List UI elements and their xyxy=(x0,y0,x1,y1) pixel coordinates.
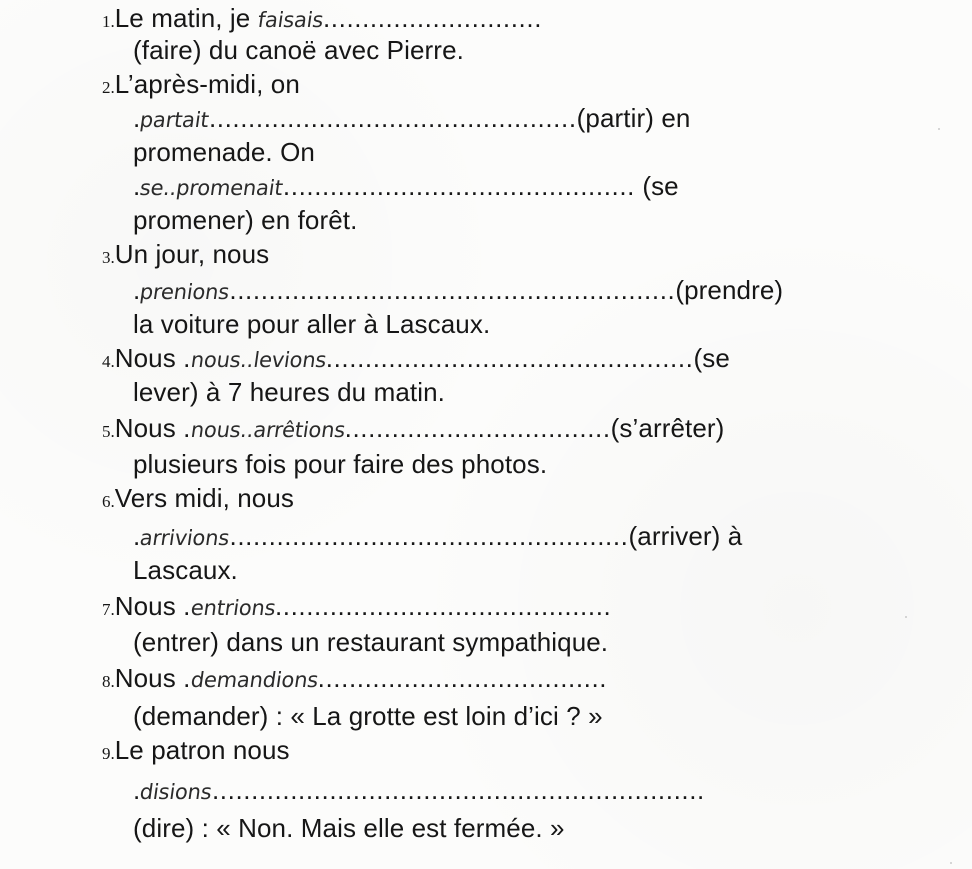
prompt-text: . xyxy=(133,521,141,551)
item-number: 1. xyxy=(102,12,115,31)
prompt-text: Lascaux. xyxy=(133,555,238,585)
item-5-line-2 xyxy=(133,448,547,480)
verb-hint: (arriver) à xyxy=(628,521,743,551)
item-number: 5. xyxy=(102,422,115,441)
answer-dots: ............................ xyxy=(322,3,543,33)
item-5-line-1 xyxy=(102,412,724,448)
item-3-line-3 xyxy=(133,308,490,340)
item-4-line-2 xyxy=(133,376,445,408)
item-number: 2. xyxy=(102,78,115,97)
item-number: 6. xyxy=(102,492,115,511)
item-2-line-1 xyxy=(102,68,300,104)
item-9-line-3 xyxy=(133,812,565,844)
prompt-text: Nous . xyxy=(114,343,191,373)
item-9-line-2 xyxy=(133,774,705,808)
item-6-line-2 xyxy=(133,520,742,554)
verb-hint: (s’arrêter) xyxy=(610,413,725,443)
prompt-text: Le matin, je xyxy=(114,3,258,33)
handwritten-answer: entrions xyxy=(188,596,277,620)
prompt-text: Vers midi, nous xyxy=(114,483,294,513)
prompt-text: la voiture pour aller à Lascaux. xyxy=(133,309,491,339)
item-7-line-1 xyxy=(102,590,611,626)
verb-hint: (se xyxy=(693,343,730,373)
prompt-text: . xyxy=(133,171,141,201)
answer-dots: ............................................. xyxy=(282,171,635,201)
handwritten-answer: disions xyxy=(138,780,214,804)
prompt-text: (faire) du canoë avec Pierre. xyxy=(133,35,464,65)
prompt-text: promener) en forêt. xyxy=(133,205,358,235)
answer-dots: ................................................... xyxy=(229,521,629,551)
prompt-text: Nous . xyxy=(114,663,191,693)
handwritten-answer: nous..arrêtions xyxy=(188,418,347,442)
item-3-line-1 xyxy=(102,238,269,274)
item-1-line-1 xyxy=(102,2,542,38)
verb-hint: (prendre) xyxy=(675,275,784,305)
prompt-text: (dire) : « Non. Mais elle est fermée. » xyxy=(133,813,565,843)
scan-speck xyxy=(950,862,952,864)
item-1-line-2 xyxy=(133,34,464,66)
answer-dots: ..................................... xyxy=(317,663,608,693)
scan-speck xyxy=(938,128,940,130)
item-6-line-3 xyxy=(133,554,238,586)
prompt-text: Le patron nous xyxy=(114,735,290,765)
prompt-text: Nous . xyxy=(114,591,191,621)
item-number: 4. xyxy=(102,352,115,371)
prompt-text: . xyxy=(133,275,141,305)
handwritten-answer: se..promenait xyxy=(138,176,285,200)
handwritten-answer: arrivions xyxy=(138,526,232,550)
handwritten-answer: faisais xyxy=(256,8,325,32)
prompt-text: . xyxy=(133,103,141,133)
prompt-text: (entrer) dans un restaurant sympathique. xyxy=(133,627,609,657)
verb-hint: (partir) en xyxy=(576,103,691,133)
item-8-line-1 xyxy=(102,662,607,698)
answer-dots: ............................................................... xyxy=(211,775,705,805)
item-6-line-1 xyxy=(102,482,294,518)
answer-dots: ........................................... xyxy=(274,591,612,621)
handwritten-answer: demandions xyxy=(188,668,320,692)
prompt-text: promenade. On xyxy=(133,137,315,167)
item-2-line-2 xyxy=(133,102,690,136)
answer-dots: ......................................................... xyxy=(229,275,676,305)
item-4-line-1 xyxy=(102,342,730,378)
handwritten-answer: nous..levions xyxy=(188,348,328,372)
prompt-text: Un jour, nous xyxy=(114,239,270,269)
item-7-line-2 xyxy=(133,626,608,658)
prompt-text: plusieurs fois pour faire des photos. xyxy=(133,449,548,479)
answer-dots: ............................................... xyxy=(325,343,694,373)
verb-hint: (se xyxy=(635,171,679,201)
item-2-line-3 xyxy=(133,136,315,168)
item-number: 3. xyxy=(102,248,115,267)
item-number: 9. xyxy=(102,744,115,763)
handwritten-answer: prenions xyxy=(138,280,232,304)
item-3-line-2 xyxy=(133,274,783,308)
prompt-text: . xyxy=(133,775,141,805)
item-8-line-2 xyxy=(133,700,603,732)
item-9-line-1 xyxy=(102,734,290,770)
handwritten-answer: partait xyxy=(138,108,211,132)
item-number: 8. xyxy=(102,672,115,691)
prompt-text: L’après-midi, on xyxy=(114,69,300,99)
prompt-text: lever) à 7 heures du matin. xyxy=(133,377,445,407)
item-2-line-5 xyxy=(133,204,357,236)
prompt-text: Nous . xyxy=(114,413,191,443)
item-number: 7. xyxy=(102,600,115,619)
prompt-text: (demander) : « La grotte est loin d’ici ? » xyxy=(133,701,603,731)
scan-speck xyxy=(905,616,907,618)
answer-dots: .................................. xyxy=(344,413,611,443)
item-2-line-4 xyxy=(133,170,679,204)
answer-dots: ............................................... xyxy=(208,103,577,133)
